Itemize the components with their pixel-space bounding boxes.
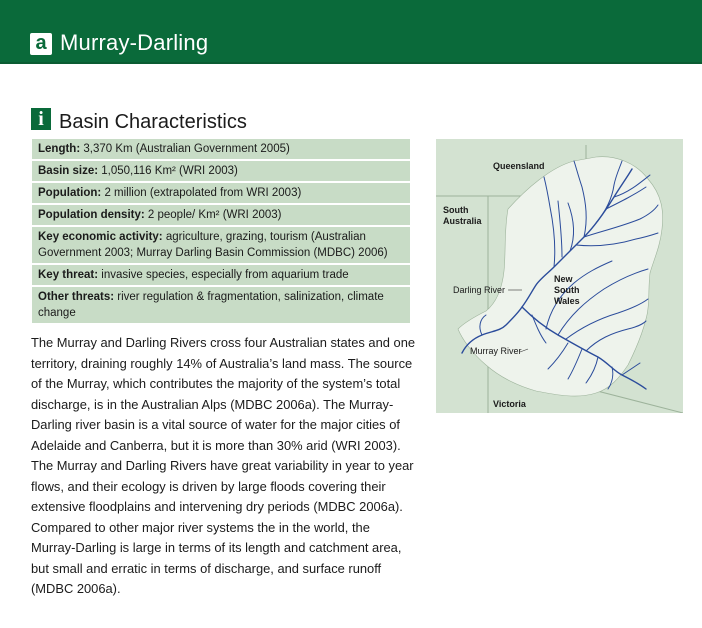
section-title: Basin Characteristics bbox=[59, 111, 247, 133]
map-label-south-australia-2: Australia bbox=[443, 216, 482, 226]
map-label-victoria: Victoria bbox=[493, 399, 526, 409]
basin-map-svg bbox=[436, 139, 683, 413]
basin-map bbox=[436, 139, 683, 413]
characteristic-row-other-threats bbox=[32, 287, 410, 323]
characteristic-row-population bbox=[32, 183, 410, 203]
characteristic-value: river regulation & fragmentation, salinization, climate change bbox=[38, 291, 384, 319]
characteristic-row-economic-activity bbox=[32, 227, 410, 263]
characteristic-row-key-threat bbox=[32, 265, 410, 285]
body-paragraph: The Murray and Darling Rivers cross four Australian states and one territory, draining roughly 14% of Australia’s land mass. The source of the Murray, which contributes the majority of the system’s total discharge, is in the Australian Alps (MDBC 2006a). The Murray-Darling river basin is a vital source of water for the major cities of Adelaide and Canberra, but it is more than 30% arid (WRI 2003). The Murray and Darling Rivers have great variability in year to year flows, and their ecology is driven by large floods covering their extensive floodplains and intervening dry periods (MDBC 2006a). Compared to other major river systems the in the world, the Murray-Darling is large in terms of its length and catchment area, but small and erratic in terms of discharge, and surface runoff (MDBC 2006a). bbox=[31, 335, 416, 596]
characteristic-label: Key threat: bbox=[38, 269, 99, 281]
characteristic-value: 3,370 Km (Australian Government 2005) bbox=[80, 143, 290, 155]
characteristic-value: invasive species, especially from aquarium trade bbox=[98, 269, 349, 281]
page-header bbox=[0, 0, 702, 64]
characteristic-label: Basin size: bbox=[38, 165, 99, 177]
map-label-new-south-wales-3: Wales bbox=[554, 296, 580, 306]
section-letter-badge: a bbox=[30, 33, 52, 55]
map-label-new-south-wales-2: South bbox=[554, 285, 580, 295]
characteristic-value: 2 million (extrapolated from WRI 2003) bbox=[101, 187, 302, 199]
characteristic-value: agriculture, grazing, tourism (Australian Government 2003; Murray Darling Basin Commission (MDBC) 2006) bbox=[38, 231, 388, 259]
characteristic-label: Population density: bbox=[38, 209, 145, 221]
characteristic-label: Length: bbox=[38, 143, 81, 155]
map-label-new-south-wales-1: New bbox=[554, 274, 573, 284]
map-label-queensland: Queensland bbox=[493, 161, 545, 171]
characteristic-label: Key economic activity: bbox=[38, 231, 163, 243]
page-title: Murray-Darling bbox=[60, 30, 209, 55]
characteristic-label: Other threats: bbox=[38, 291, 115, 303]
info-icon: i bbox=[31, 108, 51, 130]
characteristics-table bbox=[32, 139, 410, 325]
map-label-murray-river: Murray River bbox=[470, 346, 522, 356]
characteristic-value: 1,050,116 Km² (WRI 2003) bbox=[98, 165, 238, 177]
characteristic-label: Population: bbox=[38, 187, 102, 199]
characteristic-row-population-density bbox=[32, 205, 410, 225]
characteristic-row-length bbox=[32, 139, 410, 159]
map-label-darling-river: Darling River bbox=[453, 285, 506, 295]
map-label-south-australia-1: South bbox=[443, 205, 469, 215]
characteristic-row-basin-size bbox=[32, 161, 410, 181]
characteristic-value: 2 people/ Km² (WRI 2003) bbox=[144, 209, 282, 221]
